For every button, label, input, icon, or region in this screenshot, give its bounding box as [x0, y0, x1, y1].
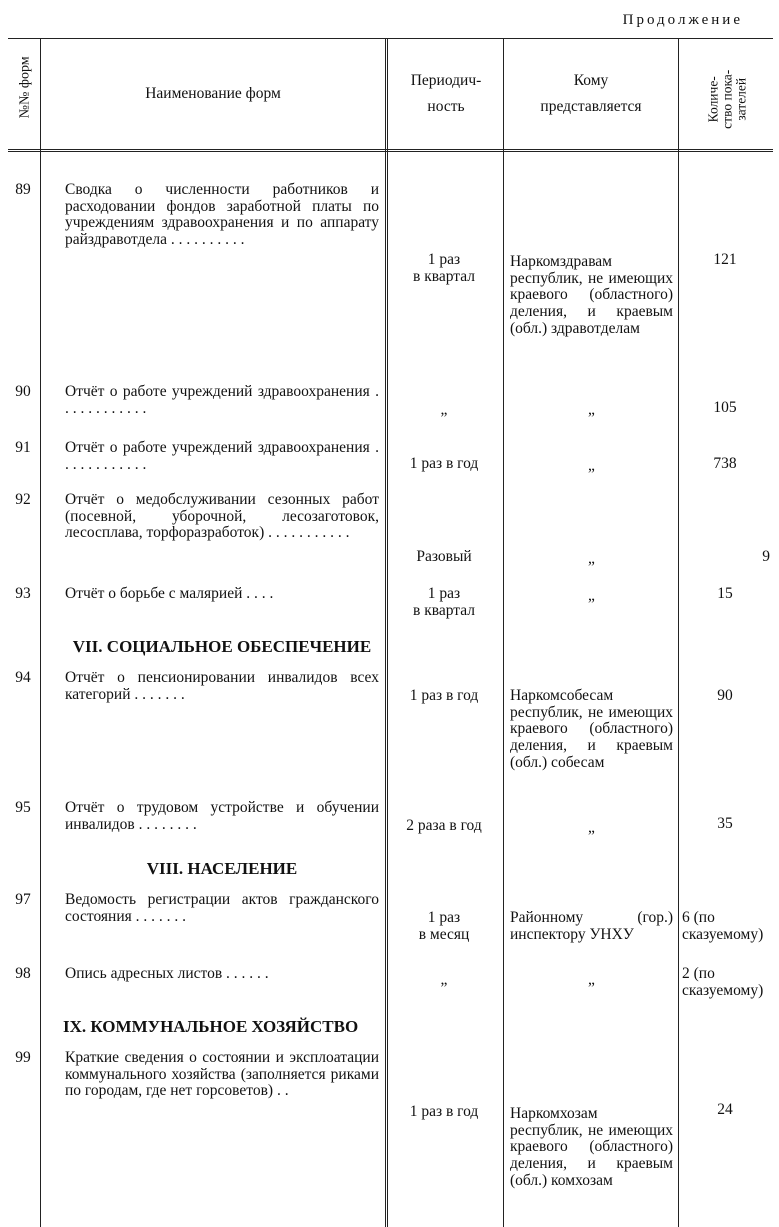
row-95-name: Отчёт о трудовом устройстве и обучении инвалидов . . . . . . . .: [65, 799, 379, 833]
row-98-whom: „: [588, 971, 595, 988]
row-94-num: 94: [15, 669, 31, 686]
row-89-num: 89: [15, 181, 31, 198]
row-98-period: „: [440, 971, 448, 988]
row-95-period: 2 раза в год: [406, 817, 482, 834]
row-98-num: 98: [15, 965, 31, 982]
row-92-whom: „: [588, 550, 595, 567]
row-99-name: Краткие сведения о состоянии и эксплоатации коммунального хозяйства (заполняется риками по городам, где нет горсоветов) . .: [65, 1049, 379, 1100]
col-divider-period: [503, 38, 504, 1227]
row-98-name: Опись адресных листов . . . . . .: [65, 965, 269, 982]
row-93-num: 93: [15, 585, 31, 602]
col-divider-name: [385, 38, 388, 1227]
row-91-whom: „: [588, 457, 595, 474]
row-91-num: 91: [15, 439, 31, 456]
row-97-count: 6 (по сказуемому): [682, 909, 764, 943]
row-92-period: Разовый: [416, 548, 472, 565]
row-92-num: 92: [15, 491, 31, 508]
header-num: №№ форм: [17, 56, 33, 119]
row-91-period: 1 раз в год: [409, 455, 479, 472]
row-90-count: 105: [713, 399, 737, 416]
row-97-name: Ведомость регистрации актов гражданского состояния . . . . . . .: [65, 891, 379, 925]
row-99-whom: Наркомхозам республик, не имеющих краевого (областного) деления, и краевым (обл.) комхозам: [510, 1105, 673, 1189]
row-94-whom: Наркомсобесам республик, не имеющих краевого (областного) деления, и краевым (обл.) собесам: [510, 687, 673, 771]
row-95-count: 35: [717, 815, 733, 832]
section-9-heading: IX. КОММУНАЛЬНОЕ ХОЗЯЙСТВО: [63, 1017, 359, 1036]
row-89-period: 1 раз в квартал: [413, 251, 475, 285]
row-90-period: „: [440, 401, 448, 418]
row-94-name: Отчёт о пенсионировании инвалидов всех категорий . . . . . . .: [65, 669, 379, 703]
row-92-name: Отчёт о медобслуживании сезонных работ (посевной, уборочной, лесозаготовок, лесосплава, торфоразработок) . . . . . . . . . . .: [65, 491, 379, 542]
header-count: Количе- ство пока- зателей: [705, 69, 750, 129]
header-name: Наименование форм: [145, 84, 281, 102]
header-bottom-border: [8, 149, 773, 152]
row-89-name: Сводка о численности работников и расходовании фондов заработной платы по учреждениям здравоохранения и по аппарату райздравотдела . . . . . . . . . .: [65, 181, 379, 249]
row-93-whom: „: [588, 587, 595, 604]
col-divider-whom: [678, 38, 679, 1227]
continuation-label: Продолжение: [622, 12, 743, 28]
row-97-period: 1 раз в месяц: [418, 909, 470, 943]
row-90-whom: „: [588, 401, 595, 418]
col-divider-num: [40, 38, 41, 1227]
row-99-num: 99: [15, 1049, 31, 1066]
row-99-period: 1 раз в год: [409, 1103, 479, 1120]
row-89-whom: Наркомздравам республик, не имеющих краевого (областного) деления, и краевым (обл.) здравотделам: [510, 253, 673, 337]
row-91-count: 738: [713, 455, 737, 472]
row-92-count: 9: [762, 548, 770, 565]
table-top-border: [8, 38, 773, 39]
row-90-num: 90: [15, 383, 31, 400]
row-93-period: 1 раз в квартал: [413, 585, 475, 619]
row-91-name: Отчёт о работе учреждений здравоохранения . . . . . . . . . . . .: [65, 439, 379, 473]
row-97-num: 97: [15, 891, 31, 908]
row-99-count: 24: [717, 1101, 733, 1118]
row-93-count: 15: [717, 585, 733, 602]
row-90-name: Отчёт о работе учреждений здравоохранения . . . . . . . . . . . .: [65, 383, 379, 417]
row-98-count: 2 (по сказуемому): [682, 965, 764, 999]
header-period: Периодич- ность: [410, 71, 482, 115]
section-7-heading: VII. СОЦИАЛЬНОЕ ОБЕСПЕЧЕНИЕ: [72, 637, 372, 656]
row-93-name: Отчёт о борьбе с малярией . . . .: [65, 585, 274, 602]
row-94-period: 1 раз в год: [409, 687, 479, 704]
row-89-count: 121: [713, 251, 737, 268]
header-whom: Кому представляется: [540, 71, 642, 115]
row-95-num: 95: [15, 799, 31, 816]
row-97-whom: Районному (гор.) инспектору УНХУ: [510, 909, 673, 943]
row-95-whom: „: [588, 819, 595, 836]
section-8-heading: VIII. НАСЕЛЕНИЕ: [146, 859, 298, 878]
row-94-count: 90: [717, 687, 733, 704]
